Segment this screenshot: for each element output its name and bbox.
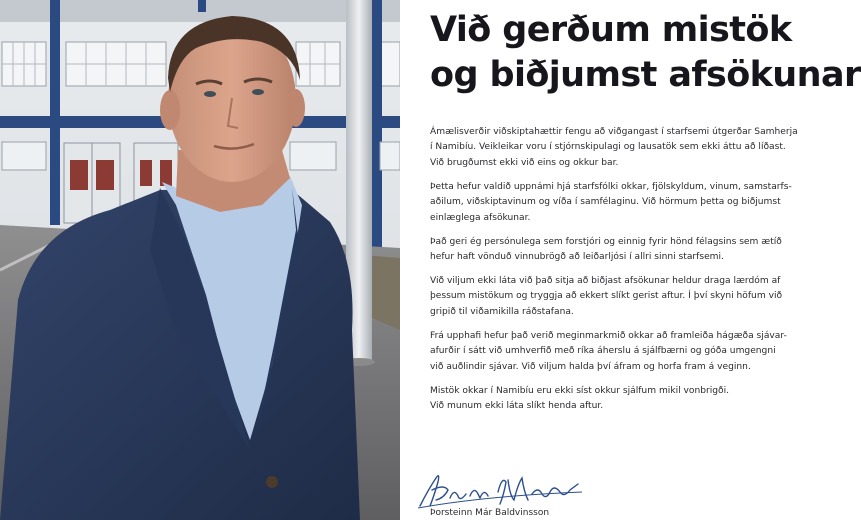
headline: [430, 8, 861, 98]
text-line: afurðir í sátt við umhverfið með ríka áherslu á sjálfbærni og góða umgengni: [430, 346, 776, 357]
text-line: hefur haft vönduð vinnubrögð að leiðarljósi í allri sinni starfsemi.: [430, 252, 724, 263]
text-line: Það geri ég persónulega sem forstjóri og einnig fyrir hönd félagsins sem ætíð: [430, 236, 782, 247]
letter-panel: [400, 0, 861, 520]
text-line: Ámælisverðir viðskiptahættir fengu að viðgangast í starfsemi útgerðar Samherja: [430, 127, 798, 137]
text-line: einlæglega afsökunar.: [430, 212, 531, 223]
portrait-photo: [0, 0, 400, 520]
paragraph: [430, 274, 783, 320]
text-line: aðilum, viðskiptavinum og víða í samfélaginu. Við hörmum þetta og biðjumst: [430, 197, 781, 208]
portrait-illustration: [0, 0, 400, 520]
text-line: Við munum ekki láta slíkt henda aftur.: [430, 401, 604, 412]
text-line: Þetta hefur valdið uppnámi hjá starfsfólki okkar, fjölskyldum, vinum, samstarfs-: [430, 181, 792, 192]
text-line: Mistök okkar í Namibíu eru ekki síst okkur sjálfum mikil vonbrigði.: [430, 385, 730, 396]
paragraph: [430, 125, 798, 171]
text-line: Við brugðumst ekki við eins og okkur bar.: [430, 157, 619, 168]
paragraph: [430, 180, 792, 226]
paragraph: [430, 384, 776, 415]
signature: [414, 470, 614, 510]
headline-line-2: og biðjumst afsökunar: [430, 55, 861, 95]
text-line: þessum mistökum og tryggja að ekkert slíkt gerist aftur. Í því skyni höfum við: [430, 291, 783, 302]
paragraph: [430, 329, 787, 375]
jacket-button: [266, 476, 278, 488]
text-line: í Namibíu. Veikleikar voru í stjórnskipulagi og lausatök sem ekki áttu að líðast.: [430, 142, 786, 153]
text-line: Frá upphafi hefur það verið meginmarkmið okkar að framleiða hágæða sjávar-: [430, 330, 787, 341]
letter-body: [430, 125, 798, 423]
text-line: Við viljum ekki láta við það sitja að biðjast afsökunar heldur draga lærdóm af: [430, 276, 781, 287]
signer-name: Þorsteinn Már Baldvinsson: [430, 508, 550, 518]
text-line: við auðlindir sjávar. Við viljum halda því áfram og horfa fram á veginn.: [430, 361, 751, 372]
paragraph: [430, 235, 782, 266]
headline-line-1: Við gerðum mistök: [430, 10, 792, 50]
text-line: gripið til viðamikilla ráðstafana.: [430, 306, 574, 317]
